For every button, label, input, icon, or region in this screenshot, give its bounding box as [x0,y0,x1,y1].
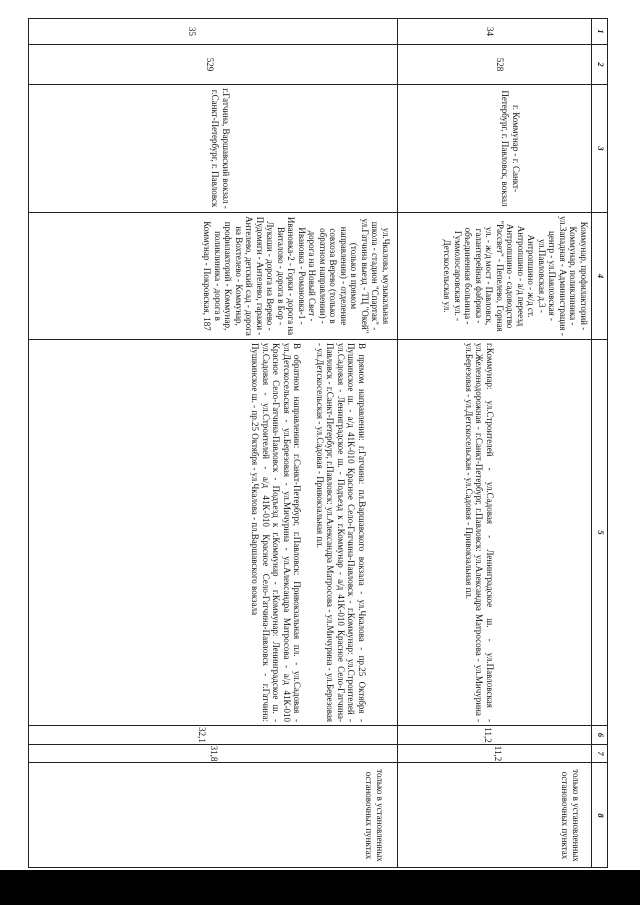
col-number-7: 7 [592,744,608,762]
row-35-streets [28,339,398,725]
routes-table [28,18,608,868]
rotated-table-container [28,18,608,868]
row-34-length-forward: 11,2 [398,725,592,744]
row-34-num: 34 [398,18,592,44]
row-35-endpoints: г.Гатчина, Варшавский вокзал - г.Санкт-Петербург, г. Павловск [28,84,398,212]
row-34-length-back: 11,2 [398,744,592,762]
row-34-route: 528 [398,44,592,84]
col-number-8: 8 [592,762,608,868]
row-35-length-back: 31,8 [28,744,398,762]
row-35-length-forward: 32,1 [28,725,398,744]
row-35-mode: только в установленных остановочных пунктах [28,762,398,868]
row-34-mode: только в установленных остановочных пунктах [398,762,592,868]
row-35-streets-back: В обратном направлении: г.Санкт-Петербург, г.Павловск: Привокзальная пл. - ул.Садовая - ул.Детскосельская - ул.Березовая - ул.Мичурина - ул.Александра Матросова - а/д 41К-010 Красное Село-Гатчина-Павловск - Подъезд к г.Коммунар - г.Коммунар: Ленинградское ш. - ул.Садовая - ул.Строителей - а/д 41К-010 Красное Село-Гатчина-Павловск - г.Гатчина: Пушкинское ш. - пр.25 Октября - ул.Чкалова - пл.Варшавского вокзала [250,343,303,722]
row-35-streets-forward: В прямом направлении: г.Гатчина: пл.Варшавского вокзала - ул.Чкалова - пр.25 Октября - Пушкинское ш. - а/д 41К-010 Красное Село-Гатчина-Павловск - г.Коммунар: ул.Строителей - ул.Садовая - Ленинградское ш. - Подъезд к г.Коммунар - а/д 41К-010 Красное Село-Гатчина-Павловск - г.Санкт-Петербург, г.Павловск: ул.Александра Матросова - ул.Мичурина - ул.Березовая - ул.Детскосельская - ул.Садовая - Привокзальная пл. [315,343,367,722]
col-number-5: 5 [592,339,608,725]
row-34-stops: Коммунар, профилакторий - Коммунар, поликлиника - ул.Западная - Администрация - центр - ул.Павловская - ул.Павловская д.3 - Антропшино - ж/д ст. Антропшино - а/д переезд Антропшино - садоводство "Рассвет" - Пепелево, Горная ул. - ж/д мост - Павловск, галантерейная фабрика - объединенная больница - Гуммолосаровская ул. - Детскосельская ул. [398,212,592,339]
row-35-route: 529 [28,44,398,84]
row-35-stops: ул.Чкалова, музыкальная школа - стадион "Спартак" - ул.Гатчина выезд - ТЦ "Окей" (только в прямом направлении) - отделение совхоза Верево (только в обратном направлении) - дорога на Новый Свет - Ивановка - Романовка-1 - Ивановка-2 - Горки - дорога на Виталово - дорога в Бор - Лукаши - дорога на Верево - Пудомяги - Антелево, гаражи - Антелево, детский сад - дорога на Вохтелево - Коммунар, профилакторий - Коммунар, поликлиника - дорога в Коммунар - Покровская, 187 [28,212,398,339]
col-number-3: 3 [592,84,608,212]
col-number-2: 2 [592,44,608,84]
col-number-6: 6 [592,725,608,744]
row-35-num: 35 [28,18,398,44]
col-number-4: 4 [592,212,608,339]
row-34-streets: г.Коммунар: ул.Строителей - ул.Садовая - Ленинградское ш. - ул.Павловская - ул.Железнодорожная - г.Санкт-Петербург, г.Павловск: ул.Александра Матросова - ул.Мичурина - ул.Березовая - ул.Детскосельская - ул.Садовая - Привокзальная пл. [398,339,592,725]
row-34-endpoints: г. Коммунар - г. Санкт-Петербург, г. Павловск, вокзал [398,84,592,212]
col-number-1: 1 [592,18,608,44]
